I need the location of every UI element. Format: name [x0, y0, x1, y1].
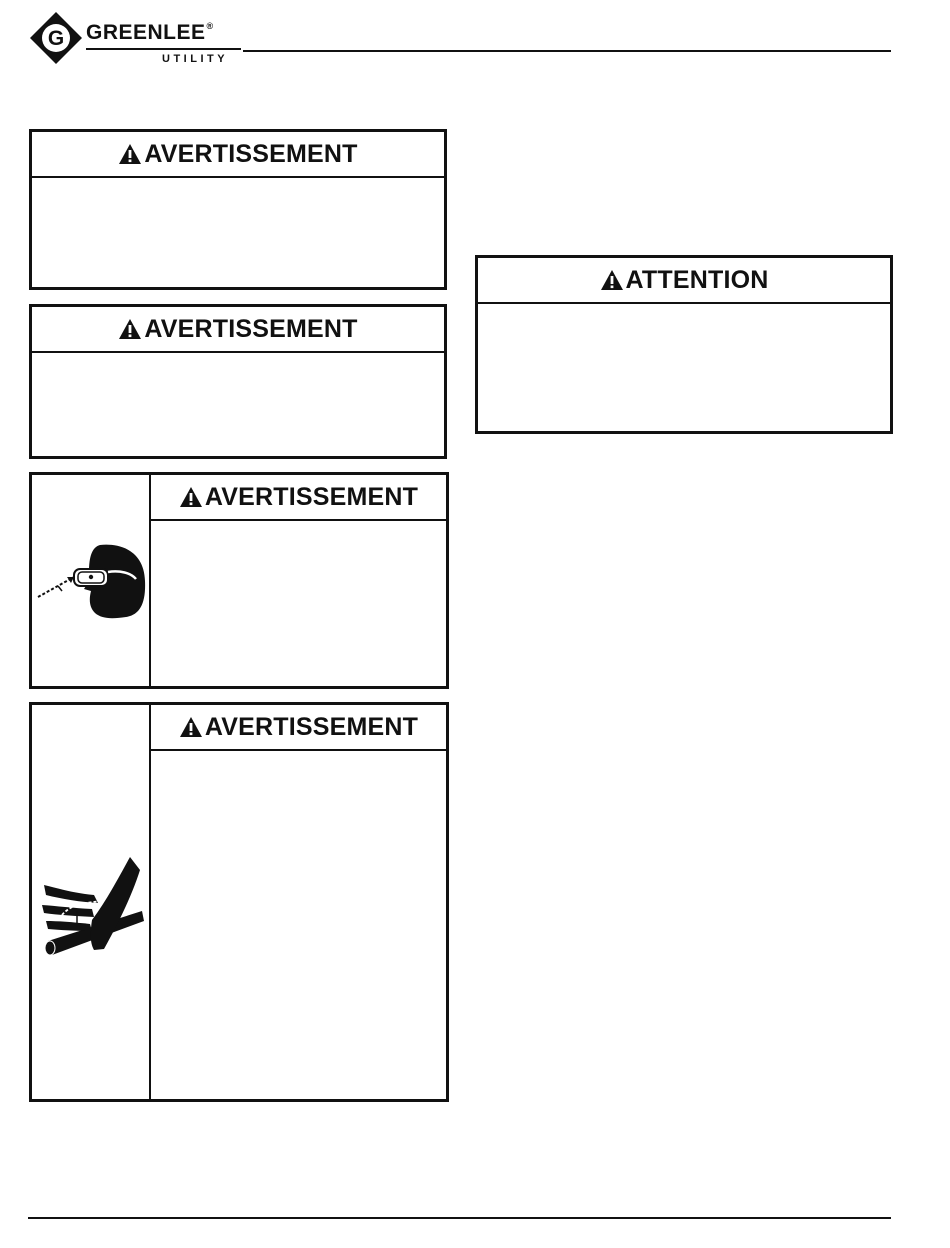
signal-word: AVERTISSEMENT: [144, 314, 358, 343]
signal-word: ATTENTION: [625, 265, 769, 294]
warning-box-4: [29, 702, 449, 1102]
caution-box: [475, 255, 893, 434]
greenlee-diamond-logo-icon: [28, 10, 84, 66]
hydraulic-injection-hazard-icon: [32, 705, 149, 1099]
warning-triangle-icon: [600, 269, 624, 291]
warning-header: [151, 705, 446, 751]
registered-mark: ®: [206, 21, 214, 31]
warning-triangle-icon: [179, 486, 203, 508]
signal-word: AVERTISSEMENT: [204, 712, 419, 741]
caution-header: [478, 258, 890, 304]
pictogram-panel: [32, 705, 151, 1099]
signal-word: AVERTISSEMENT: [204, 482, 419, 511]
warning-triangle-icon: [118, 318, 142, 340]
safety-goggles-icon: [32, 475, 149, 686]
warning-box-1: [29, 129, 447, 290]
logo-rule: [86, 48, 241, 50]
warning-box-2: [29, 304, 447, 459]
warning-header: [32, 132, 444, 178]
brand-name: [86, 22, 214, 43]
warning-triangle-icon: [118, 143, 142, 165]
sub-brand: UTILITY: [162, 53, 229, 65]
greenlee-utility-logo: [28, 10, 228, 66]
logo-letter: G: [47, 27, 65, 50]
warning-header: [151, 475, 446, 521]
warning-header: [32, 307, 444, 353]
footer-rule: [28, 1217, 891, 1219]
warning-box-3: [29, 472, 449, 689]
pictogram-panel: [32, 475, 151, 686]
brand-text: GREENLEE: [86, 21, 206, 44]
signal-word: AVERTISSEMENT: [144, 139, 358, 168]
warning-triangle-icon: [179, 716, 203, 738]
header-rule: [243, 50, 891, 52]
